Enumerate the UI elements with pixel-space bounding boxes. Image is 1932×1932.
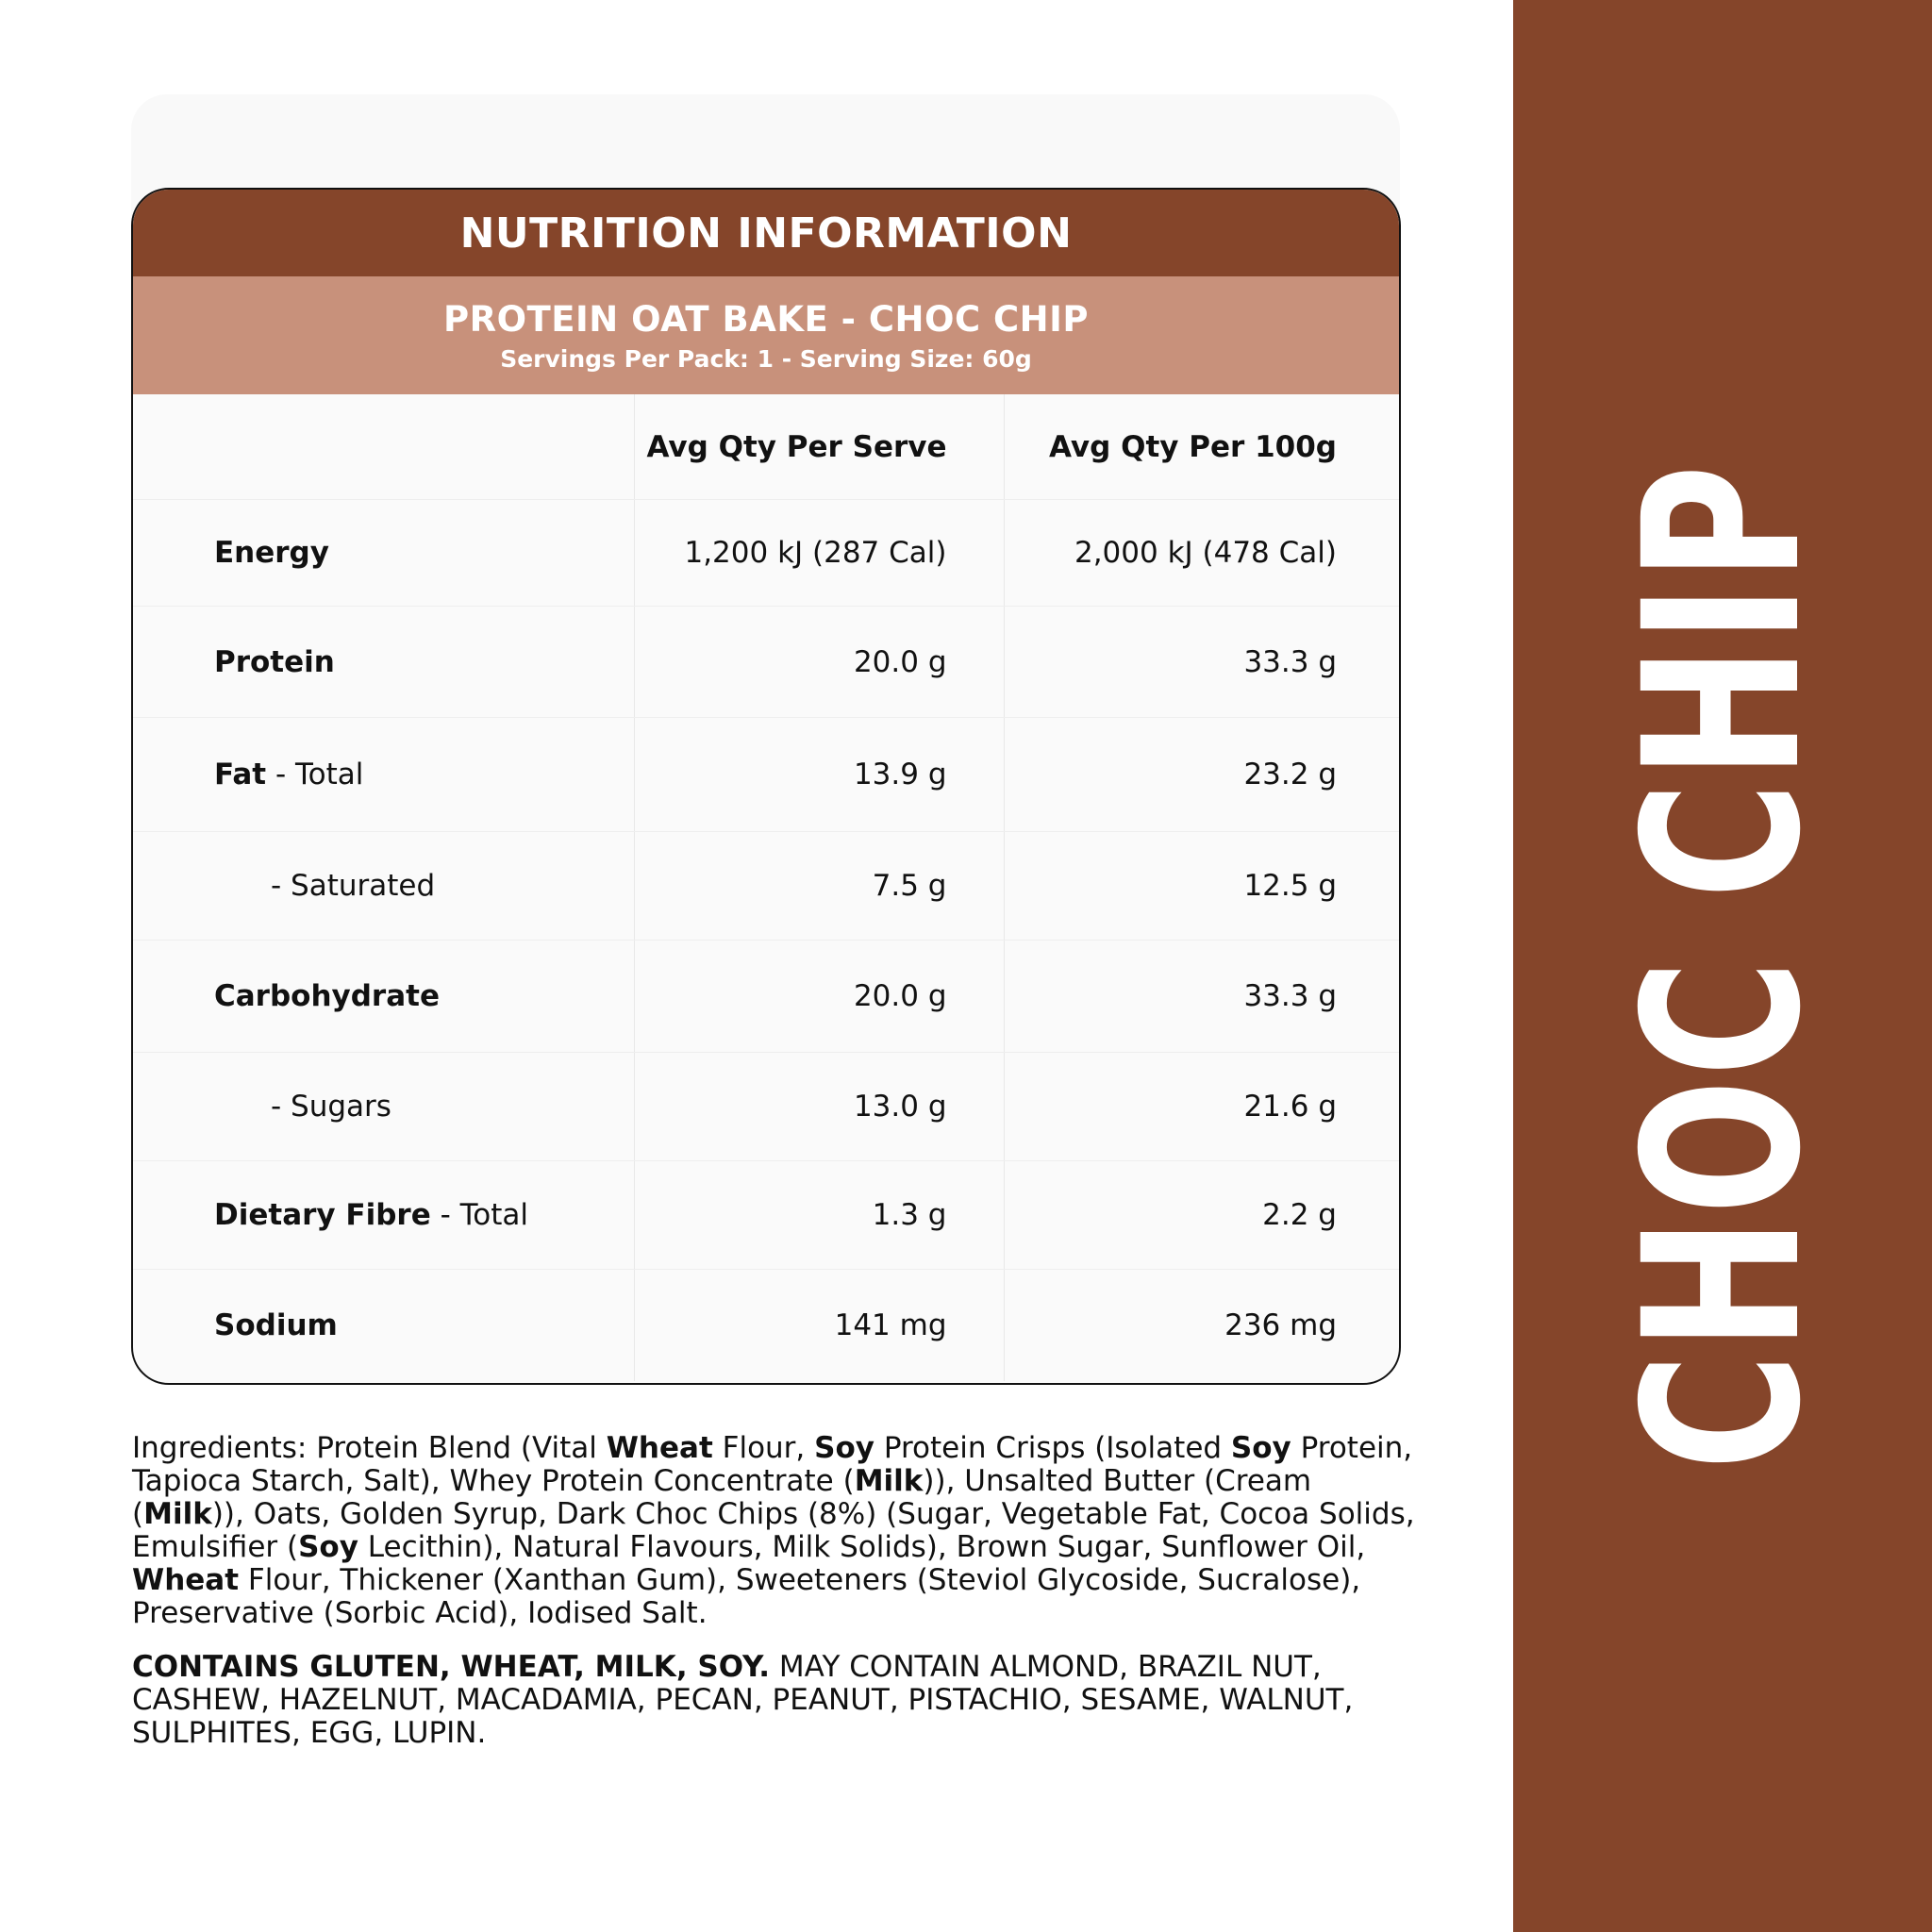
allergen-highlight: Wheat — [606, 1431, 713, 1465]
value-per-serve: 13.9 g — [634, 718, 1004, 832]
value-per-serve: 20.0 g — [634, 941, 1004, 1053]
nutrient-name-bold: Carbohydrate — [214, 979, 440, 1013]
nutrition-panel — [131, 188, 1401, 1385]
value-per-serve: 141 mg — [634, 1270, 1004, 1381]
allergen-contains: CONTAINS GLUTEN, WHEAT, MILK, SOY. — [132, 1650, 771, 1684]
nutrient-name — [133, 718, 634, 832]
nutrition-table — [133, 394, 1399, 1381]
ingredients-run: Flour, — [712, 1431, 815, 1465]
value-per-100g: 2,000 kJ (478 Cal) — [1004, 500, 1399, 607]
table-row — [133, 718, 1399, 832]
value-per-serve: 13.0 g — [634, 1053, 1004, 1161]
serving-info: Servings Per Pack: 1 - Serving Size: 60g — [500, 344, 1032, 373]
table-row — [133, 941, 1399, 1053]
ingredients-text — [132, 1432, 1415, 1630]
product-header — [133, 276, 1399, 394]
nutrient-name-suffix: - Saturated — [271, 869, 436, 903]
allergen-highlight: Soy — [814, 1431, 874, 1465]
nutrient-name-bold: Sodium — [214, 1307, 338, 1342]
nutrient-name — [133, 500, 634, 607]
nutrient-name-suffix: - Total — [430, 1198, 529, 1232]
allergen-statement — [132, 1651, 1415, 1750]
table-row — [133, 500, 1399, 607]
nutrient-name-bold: Fat — [214, 758, 267, 791]
table-row — [133, 1270, 1399, 1381]
value-per-100g: 12.5 g — [1004, 832, 1399, 941]
value-per-serve: 1,200 kJ (287 Cal) — [634, 500, 1004, 607]
ingredients-run: Flour, Thickener (Xanthan Gum), Sweeteners (Steviol Glycoside, Sucralose), Preservative (Sorbic Acid), Iodised Salt. — [132, 1563, 1361, 1630]
product-name: PROTEIN OAT BAKE - CHOC CHIP — [442, 298, 1090, 340]
nutrient-name-suffix: - Sugars — [271, 1090, 391, 1124]
value-per-serve: 20.0 g — [634, 607, 1004, 718]
header-per-serve: Avg Qty Per Serve — [634, 394, 1004, 500]
panel-title: NUTRITION INFORMATION — [133, 190, 1399, 276]
nutrient-name-suffix: - Total — [266, 758, 364, 791]
allergen-highlight: Soy — [298, 1530, 358, 1564]
ingredients-run: Lecithin), Natural Flavours, Milk Solids), Brown Sugar, Sunflower Oil, — [358, 1530, 1366, 1564]
nutrient-name — [133, 607, 634, 718]
value-per-100g: 33.3 g — [1004, 607, 1399, 718]
table-row — [133, 607, 1399, 718]
flavour-label: CHOC CHIP — [1597, 461, 1848, 1471]
nutrient-name — [133, 1161, 634, 1270]
ingredients-run: Protein Crisps (Isolated — [874, 1431, 1231, 1465]
ingredients-run: )), Unsalted Butter (Cream ( — [132, 1464, 1312, 1531]
table-header-row — [133, 394, 1399, 500]
table-row — [133, 1053, 1399, 1161]
value-per-serve: 1.3 g — [634, 1161, 1004, 1270]
ingredients-run: Ingredients: Protein Blend (Vital — [132, 1431, 607, 1465]
nutrient-name-bold: Dietary Fibre — [214, 1198, 431, 1232]
value-per-serve: 7.5 g — [634, 832, 1004, 941]
value-per-100g: 236 mg — [1004, 1270, 1399, 1381]
ingredients-run: Protein, Tapioca Starch, Salt), Whey Protein Concentrate ( — [132, 1431, 1413, 1498]
value-per-100g: 2.2 g — [1004, 1161, 1399, 1270]
table-row — [133, 832, 1399, 941]
table-row — [133, 1161, 1399, 1270]
nutrient-name-bold: Protein — [214, 644, 335, 679]
nutrient-name — [133, 1053, 634, 1161]
allergen-highlight: Milk — [143, 1497, 212, 1531]
header-blank — [133, 394, 634, 500]
value-per-100g: 33.3 g — [1004, 941, 1399, 1053]
nutrient-name — [133, 941, 634, 1053]
nutrient-name — [133, 832, 634, 941]
allergen-highlight: Soy — [1230, 1431, 1291, 1465]
header-per-100g: Avg Qty Per 100g — [1004, 394, 1399, 500]
allergen-highlight: Milk — [854, 1464, 924, 1498]
allergen-highlight: Wheat — [132, 1563, 240, 1597]
nutrient-name — [133, 1270, 634, 1381]
nutrient-name-bold: Energy — [214, 536, 329, 570]
value-per-100g: 23.2 g — [1004, 718, 1399, 832]
value-per-100g: 21.6 g — [1004, 1053, 1399, 1161]
allergen-may-contain: MAY CONTAIN ALMOND, BRAZIL NUT, CASHEW, HAZELNUT, MACADAMIA, PECAN, PEANUT, PISTACHIO, SESAME, WALNUT, SULPHITES, EGG, LUPIN. — [132, 1650, 1354, 1750]
ingredients-run: )), Oats, Golden Syrup, Dark Choc Chips (8%) (Sugar, Vegetable Fat, Cocoa Solids, Emulsifier ( — [132, 1497, 1415, 1564]
